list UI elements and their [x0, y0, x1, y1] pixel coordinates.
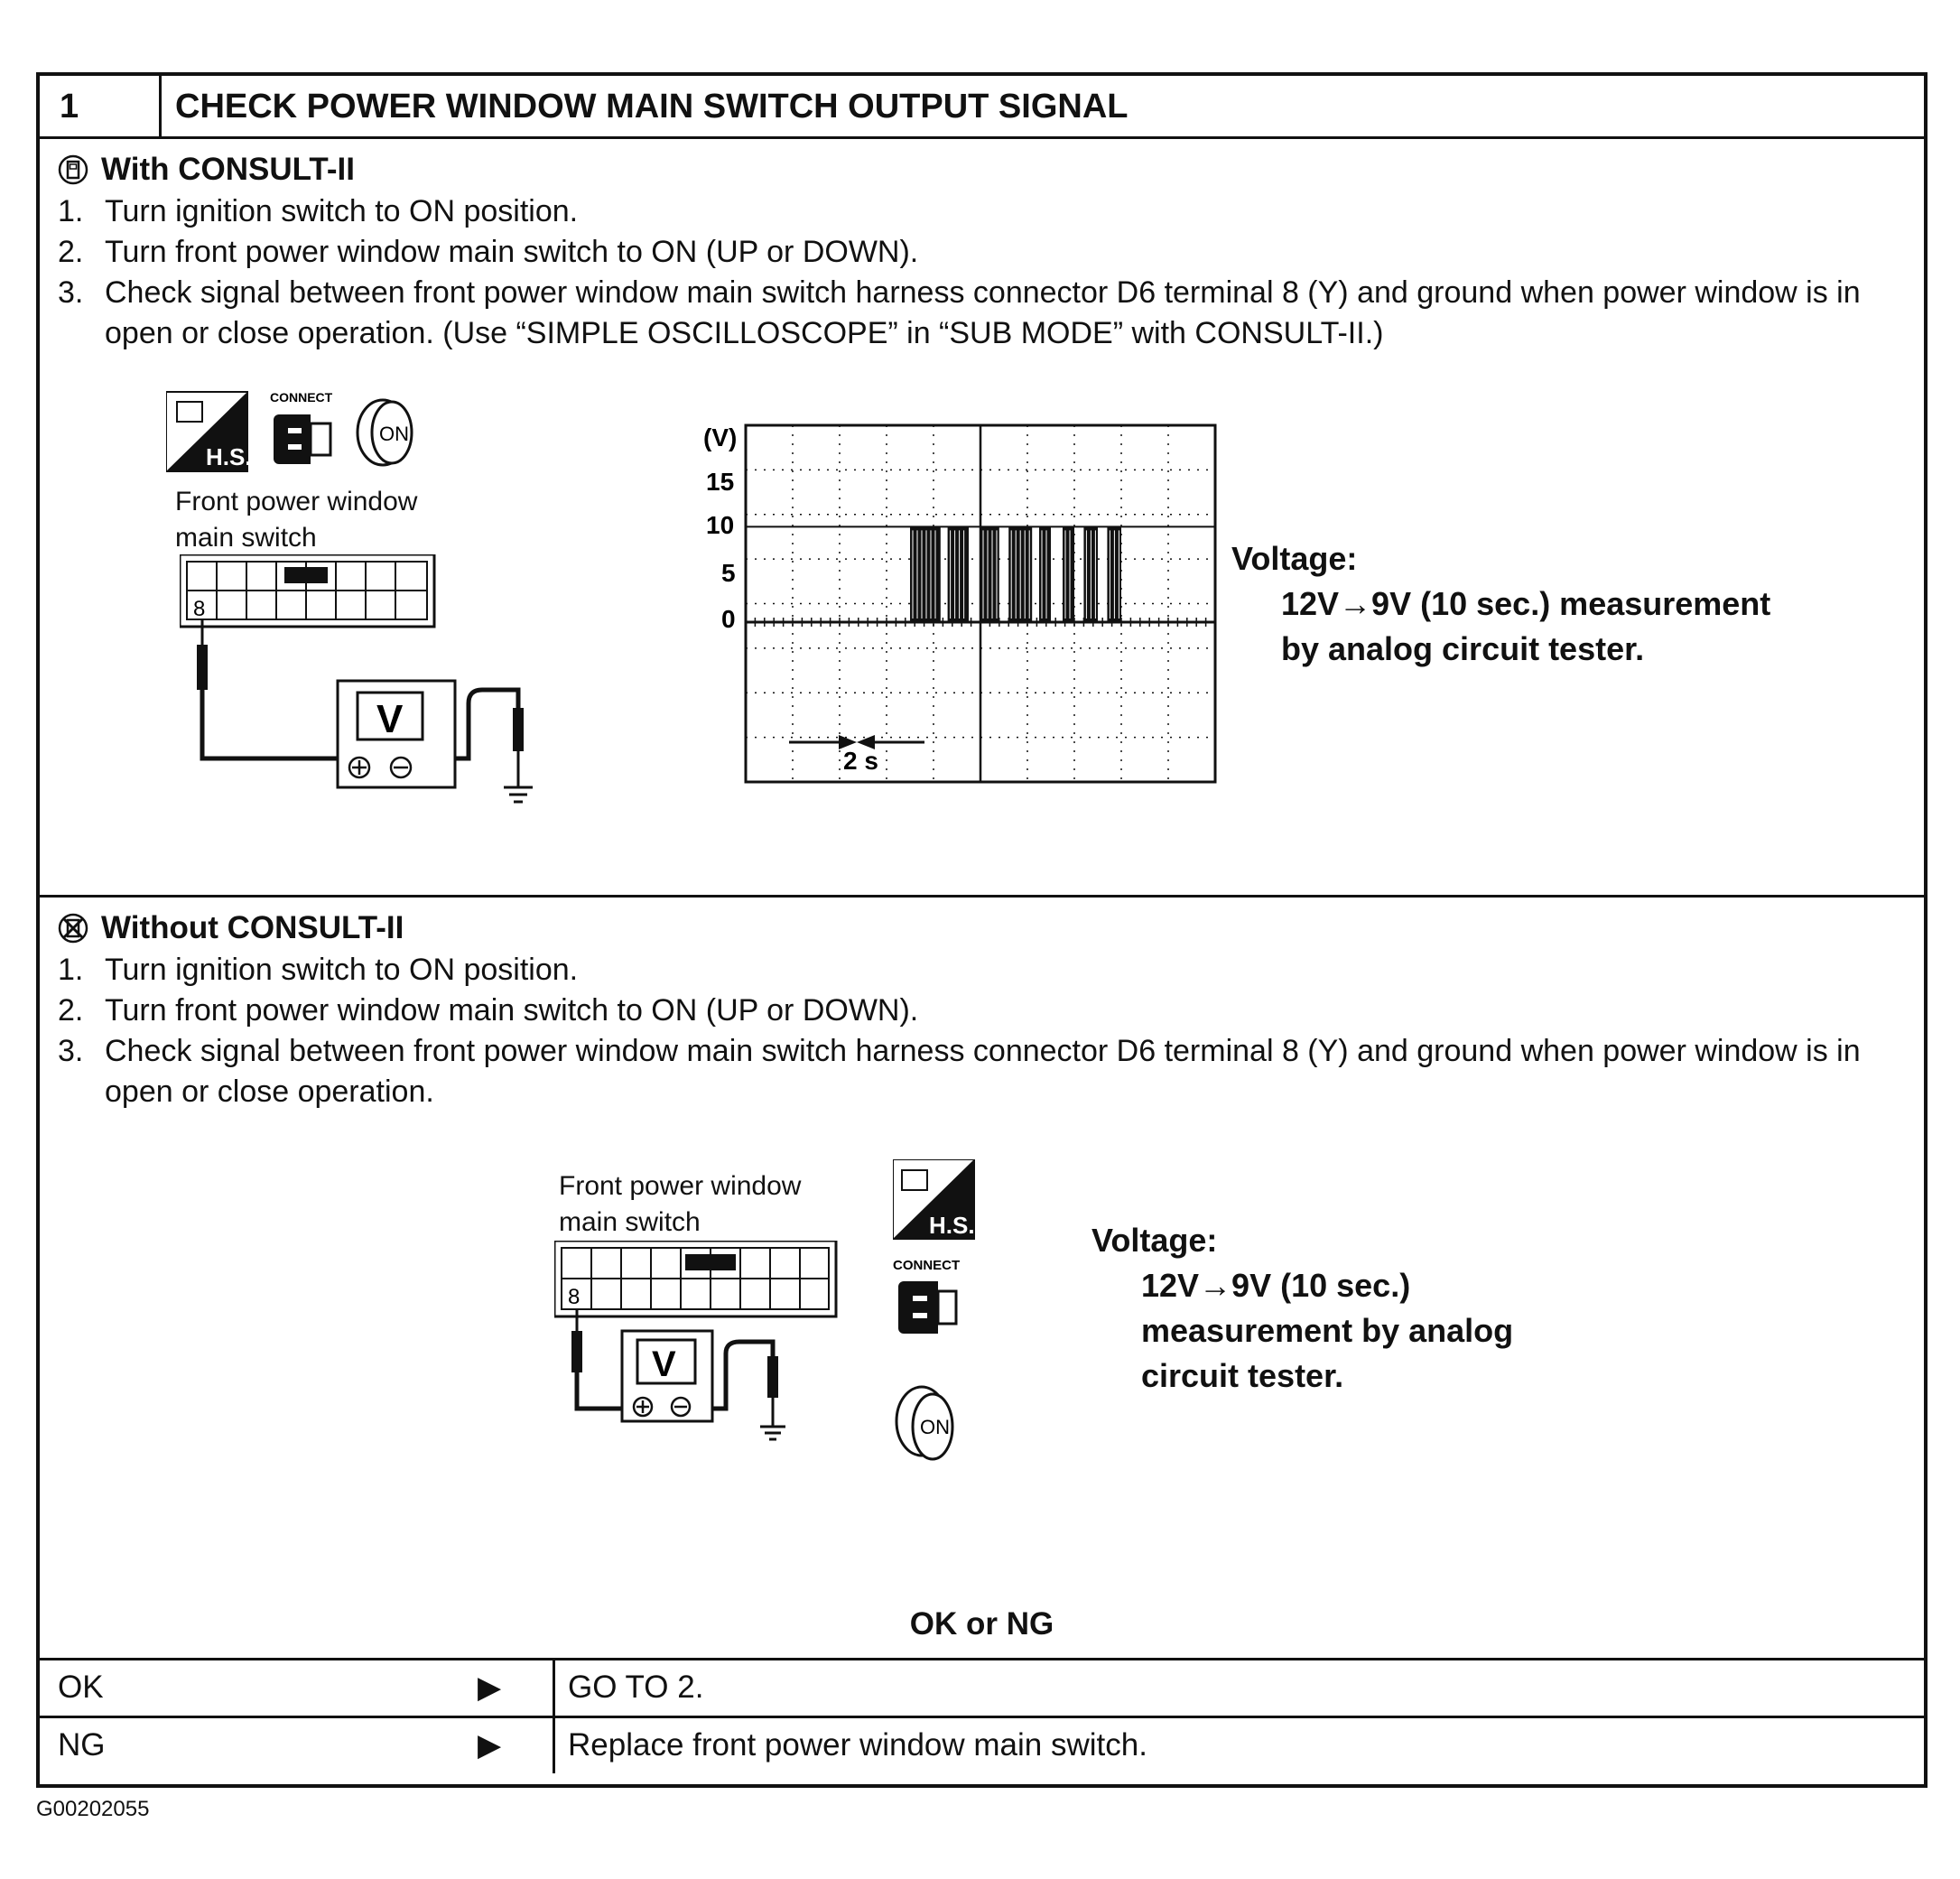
mode-icons	[893, 1159, 1010, 1489]
hs-icon	[166, 392, 252, 471]
list-item: 2. Turn front power window main switch to ON (UP or DOWN).	[58, 235, 919, 269]
list-item: 3. Check signal between front power window main switch harness connector D6 terminal 8 (Y) and ground when power window is in open or close operation. (Use “SIMPLE OSCILLOSCOPE” in “SUB MODE” with CONSULT-II.)	[58, 275, 1861, 350]
procedure-table	[36, 72, 1927, 1788]
harness-connector	[180, 554, 434, 627]
without-consult-label: Without CONSULT-II	[101, 910, 404, 945]
y-axis-unit: (V)	[703, 423, 738, 451]
svg-text:H.S.: H.S.	[206, 443, 252, 470]
with-consult-heading	[58, 152, 355, 188]
hs-icon	[893, 1159, 975, 1239]
voltage-value: 12V→9V (10 sec.) measurement	[1281, 585, 1771, 622]
svg-text:CONNECT: CONNECT	[893, 1258, 961, 1273]
voltage-spec	[1091, 1218, 1513, 1399]
without-consult-steps	[58, 950, 1900, 1112]
connector-meter-diagram	[554, 1241, 852, 1475]
voltage-spec	[1231, 536, 1770, 672]
y-tick-label: 5	[721, 559, 736, 587]
ground-lead	[455, 690, 533, 802]
pulse-burst	[1107, 526, 1121, 622]
figure-code: G00202055	[36, 1797, 150, 1821]
step-title: CHECK POWER WINDOW MAIN SWITCH OUTPUT SIGNAL	[175, 88, 1129, 126]
ignition-on-icon	[358, 400, 412, 465]
result-label: OK	[58, 1670, 104, 1705]
y-tick-label: 0	[721, 605, 736, 633]
result-heading: OK or NG	[909, 1606, 1054, 1642]
pulse-burst	[1063, 526, 1074, 622]
voltage-note: circuit tester.	[1141, 1357, 1344, 1394]
connect-icon	[270, 390, 333, 464]
ignition-on-icon	[896, 1387, 952, 1459]
test-probe	[571, 1309, 622, 1409]
y-tick-label: 15	[706, 468, 735, 496]
pulse-burst	[910, 526, 941, 622]
svg-text:H.S.: H.S.	[929, 1212, 975, 1239]
time-division-marker	[789, 735, 924, 775]
time-div-label: 2 s	[843, 747, 878, 775]
switch-caption: Front power window main switch	[175, 487, 418, 553]
result-label: NG	[58, 1727, 106, 1763]
signal-trace	[910, 526, 1121, 622]
pulse-burst	[948, 526, 969, 622]
without-consult-heading	[58, 910, 404, 946]
list-item: 1. Turn ignition switch to ON position.	[58, 194, 579, 228]
result-action: GO TO 2.	[568, 1670, 704, 1705]
connect-icon	[893, 1258, 960, 1334]
with-consult-label: With CONSULT-II	[101, 152, 355, 187]
oscilloscope-chart	[690, 414, 1231, 803]
with-consult-section	[40, 139, 1924, 898]
pulse-burst	[1039, 526, 1051, 622]
svg-text:8: 8	[193, 597, 206, 621]
svg-text:8: 8	[568, 1285, 581, 1309]
result-action: Replace front power window main switch.	[568, 1727, 1147, 1763]
step-number: 1	[40, 76, 162, 136]
without-consult-section	[40, 898, 1924, 1584]
list-item: 1. Turn ignition switch to ON position.	[58, 953, 579, 987]
voltage-value: 12V→9V (10 sec.)	[1141, 1267, 1411, 1304]
svg-text:CONNECT: CONNECT	[270, 390, 333, 405]
ground-lead	[712, 1342, 785, 1439]
harness-connector	[554, 1241, 836, 1316]
mode-icons	[166, 387, 509, 478]
list-item: 2. Turn front power window main switch to ON (UP or DOWN).	[58, 993, 919, 1028]
result-row-ok	[40, 1658, 1924, 1716]
pulse-burst	[980, 526, 999, 622]
connector-meter-diagram	[180, 554, 577, 834]
arrow-right-icon: ▶	[478, 1670, 502, 1705]
voltmeter	[338, 681, 455, 787]
step-header	[40, 76, 1924, 139]
voltage-note: by analog circuit tester.	[1281, 630, 1645, 667]
y-tick-label: 10	[706, 511, 735, 539]
no-consult-icon	[58, 913, 88, 944]
voltage-note: measurement by analog	[1141, 1312, 1514, 1349]
test-probe	[197, 619, 338, 758]
svg-text:V: V	[652, 1344, 676, 1384]
svg-text:ON: ON	[379, 423, 409, 445]
voltage-label: Voltage:	[1231, 540, 1358, 577]
switch-caption: Front power window main switch	[559, 1171, 802, 1237]
list-item: 3. Check signal between front power window main switch harness connector D6 terminal 8 (Y) and ground when power window is in open or close operation.	[58, 1034, 1861, 1109]
with-consult-steps	[58, 191, 1900, 354]
pulse-burst	[1083, 526, 1098, 622]
voltage-label: Voltage:	[1091, 1222, 1218, 1259]
pulse-burst	[1008, 526, 1032, 622]
consult-tester-icon	[58, 154, 88, 185]
voltmeter	[622, 1331, 712, 1421]
svg-text:ON: ON	[920, 1416, 950, 1438]
arrow-right-icon: ▶	[478, 1728, 502, 1763]
result-row-ng	[40, 1716, 1924, 1773]
svg-text:V: V	[376, 697, 404, 741]
